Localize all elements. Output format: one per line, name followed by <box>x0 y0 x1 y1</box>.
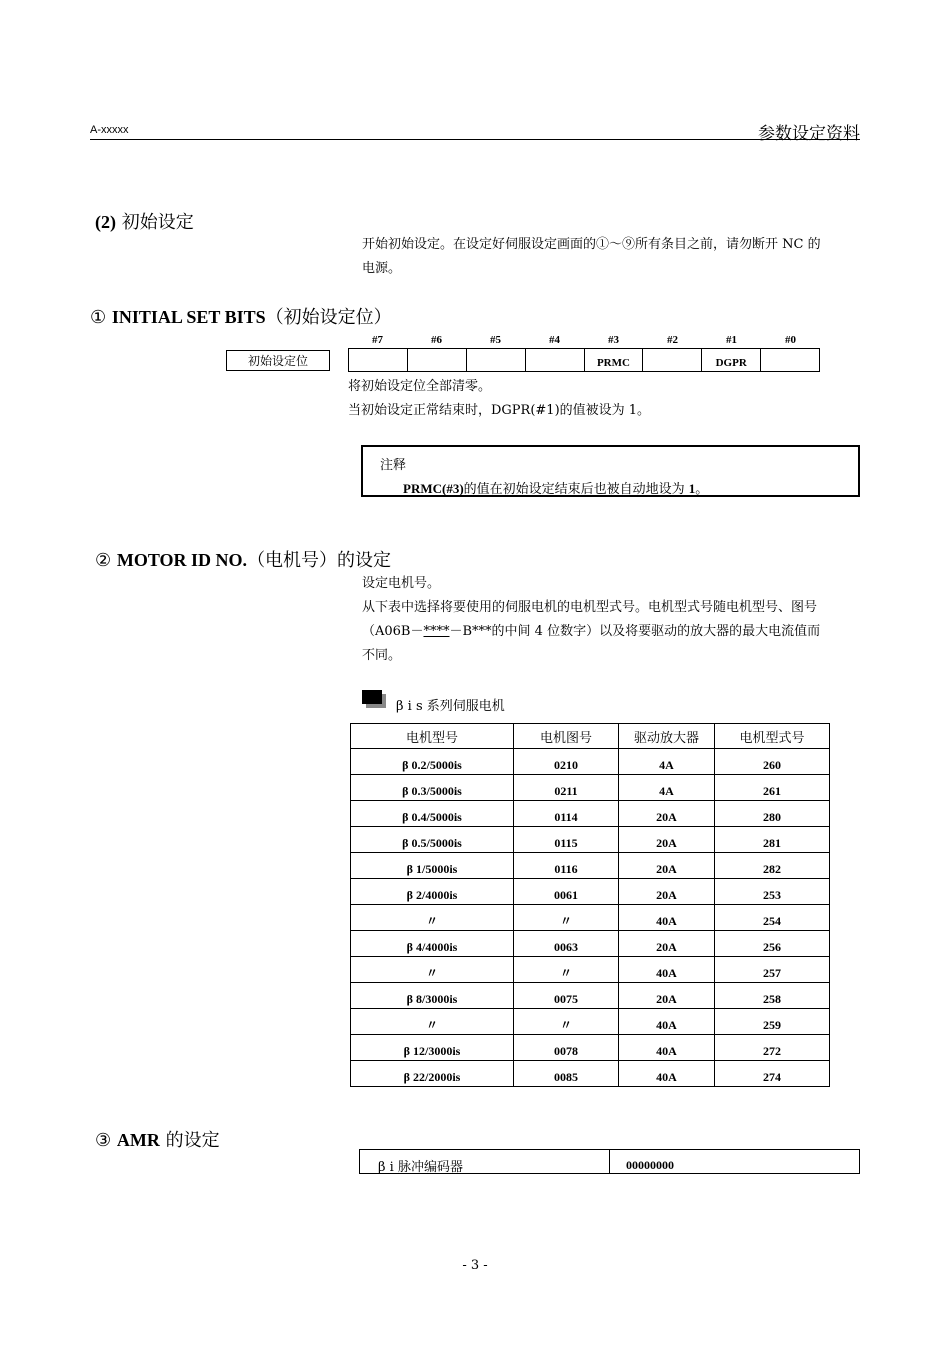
desc-part: －B***的中间 4 位数字）以及将要驱动的放大器的最大电流值而 <box>449 624 821 639</box>
desc-line: 从下表中选择将要使用的伺服电机的电机型式号。电机型式号随电机型号、图号 <box>362 600 818 615</box>
cell-model: 〃 <box>351 905 514 931</box>
desc-line: 开始初始设定。在设定好伺服设定画面的①～⑨所有条目之前，请勿断开 NC 的 <box>362 237 821 252</box>
heading-title-en: INITIAL SET BITS <box>111 307 266 327</box>
heading-number: ① <box>90 307 107 328</box>
cell-drawing: 0114 <box>514 801 619 827</box>
heading-title-cn: 的设定 <box>159 1130 220 1151</box>
initial-set-bits-label: 初始设定位 <box>226 350 330 371</box>
bit-1: DGPR <box>702 349 761 371</box>
cell-drawing: 0061 <box>514 879 619 905</box>
note-title: 注释 <box>380 458 407 473</box>
initial-set-bits-heading <box>90 303 392 329</box>
cell-type: 281 <box>715 827 830 853</box>
desc-part: （A06B－ <box>362 624 424 639</box>
cell-drawing: 0116 <box>514 853 619 879</box>
cell-drawing: 0210 <box>514 749 619 775</box>
amr-label: β i 脉冲编码器 <box>360 1150 610 1173</box>
desc-line: 设定电机号。 <box>362 576 441 591</box>
heading-title-en: MOTOR ID NO. <box>116 550 248 570</box>
bit-header: #4 <box>549 334 560 346</box>
table-row <box>351 931 830 957</box>
cell-type: 280 <box>715 801 830 827</box>
cell-drawing: 0115 <box>514 827 619 853</box>
doc-id: A-xxxxx <box>90 124 129 136</box>
cell-type: 253 <box>715 879 830 905</box>
note-period: 。 <box>695 482 709 497</box>
header-cell: 驱动放大器 <box>619 724 715 749</box>
cell-model: β 0.3/5000is <box>351 775 514 801</box>
heading-number: ② <box>95 550 112 571</box>
cell-type: 254 <box>715 905 830 931</box>
cell-model: 〃 <box>351 1009 514 1035</box>
cell-amp: 20A <box>619 853 715 879</box>
bit-header: #5 <box>490 334 501 346</box>
cell-type: 260 <box>715 749 830 775</box>
table-row <box>351 1061 830 1087</box>
bit-header: #7 <box>372 334 383 346</box>
cell-amp: 20A <box>619 801 715 827</box>
cell-drawing: 〃 <box>514 1009 619 1035</box>
cell-type: 256 <box>715 931 830 957</box>
bit-5 <box>467 349 526 371</box>
note-text: 的值在初始设定结束后也被自动地设为 <box>463 482 689 497</box>
cell-amp: 40A <box>619 1035 715 1061</box>
note-body <box>403 478 708 497</box>
table-header-row <box>351 724 830 749</box>
table-row <box>351 827 830 853</box>
cell-amp: 40A <box>619 1061 715 1087</box>
cell-drawing: 〃 <box>514 905 619 931</box>
cell-amp: 20A <box>619 983 715 1009</box>
cell-type: 272 <box>715 1035 830 1061</box>
cell-amp: 40A <box>619 905 715 931</box>
bit-headers <box>348 334 820 346</box>
cell-drawing: 〃 <box>514 957 619 983</box>
cell-model: β 22/2000is <box>351 1061 514 1087</box>
cell-type: 259 <box>715 1009 830 1035</box>
desc-line: 当初始设定正常结束时，DGPR(#1)的值被设为 1。 <box>348 403 651 418</box>
drawing-number-mask: **** <box>423 624 450 639</box>
table-caption: β i s 系列伺服电机 <box>396 699 505 714</box>
desc-line: 不同。 <box>362 648 402 663</box>
header-cell: 电机图号 <box>514 724 619 749</box>
cell-drawing: 0211 <box>514 775 619 801</box>
cell-model: β 0.5/5000is <box>351 827 514 853</box>
table-row <box>351 775 830 801</box>
cell-amp: 4A <box>619 775 715 801</box>
bit-header: #0 <box>785 334 796 346</box>
cell-amp: 40A <box>619 957 715 983</box>
doc-title: 参数设定资料 <box>758 124 860 144</box>
bit-header: #6 <box>431 334 442 346</box>
motor-id-desc <box>362 572 862 668</box>
cell-model: 〃 <box>351 957 514 983</box>
initial-setting-desc <box>362 233 821 281</box>
table-row <box>351 801 830 827</box>
header-cell: 电机型式号 <box>715 724 830 749</box>
desc-line: 将初始设定位全部清零。 <box>348 379 492 394</box>
cell-type: 258 <box>715 983 830 1009</box>
bit-header: #1 <box>726 334 737 346</box>
table-row <box>351 853 830 879</box>
section-number: (2) <box>95 212 116 232</box>
table-row <box>351 983 830 1009</box>
table-row <box>351 879 830 905</box>
heading-title-en: AMR <box>116 1130 160 1150</box>
cell-drawing: 0075 <box>514 983 619 1009</box>
cell-type: 257 <box>715 957 830 983</box>
cell-model: β 12/3000is <box>351 1035 514 1061</box>
page-number: - 3 - <box>462 1258 488 1273</box>
cell-model: β 8/3000is <box>351 983 514 1009</box>
bit-0 <box>761 349 819 371</box>
table-row <box>351 905 830 931</box>
bit-4 <box>526 349 585 371</box>
cell-model: β 0.2/5000is <box>351 749 514 775</box>
cell-model: β 4/4000is <box>351 931 514 957</box>
desc-line <box>362 620 862 644</box>
bit-header: #3 <box>608 334 619 346</box>
motor-id-heading <box>95 546 391 572</box>
cell-amp: 40A <box>619 1009 715 1035</box>
square-bullet-icon <box>362 690 386 708</box>
cell-model: β 1/5000is <box>351 853 514 879</box>
amr-table <box>359 1149 860 1174</box>
cell-drawing: 0063 <box>514 931 619 957</box>
cell-drawing: 0085 <box>514 1061 619 1087</box>
cell-drawing: 0078 <box>514 1035 619 1061</box>
bit-3: PRMC <box>585 349 644 371</box>
bit-field <box>348 348 820 372</box>
bit-header: #2 <box>667 334 678 346</box>
cell-model: β 0.4/5000is <box>351 801 514 827</box>
bit-7 <box>349 349 408 371</box>
header-rule <box>90 139 860 140</box>
note-param: PRMC(#3) <box>403 481 464 496</box>
table-row <box>351 1035 830 1061</box>
note-box <box>361 445 860 497</box>
amr-value: 00000000 <box>626 1158 674 1172</box>
heading-title-cn: （电机号）的设定 <box>247 550 392 571</box>
cell-type: 274 <box>715 1061 830 1087</box>
table-row <box>351 1009 830 1035</box>
note-value: 1 <box>688 481 696 496</box>
desc-line: 电源。 <box>362 261 402 276</box>
cell-type: 261 <box>715 775 830 801</box>
amr-heading <box>95 1126 220 1152</box>
cell-type: 282 <box>715 853 830 879</box>
section-title: 初始设定 <box>121 212 194 233</box>
bit-6 <box>408 349 467 371</box>
initial-set-bits-desc <box>348 375 650 423</box>
table-row <box>351 749 830 775</box>
heading-number: ③ <box>95 1130 112 1151</box>
heading-title-cn: （初始设定位） <box>265 307 392 328</box>
table-row <box>351 957 830 983</box>
cell-amp: 20A <box>619 879 715 905</box>
cell-model: β 2/4000is <box>351 879 514 905</box>
cell-amp: 4A <box>619 749 715 775</box>
cell-amp: 20A <box>619 827 715 853</box>
header-cell: 电机型号 <box>351 724 514 749</box>
section-initial-setting-heading <box>95 208 194 234</box>
motor-table <box>350 723 830 1087</box>
cell-amp: 20A <box>619 931 715 957</box>
bit-2 <box>643 349 702 371</box>
